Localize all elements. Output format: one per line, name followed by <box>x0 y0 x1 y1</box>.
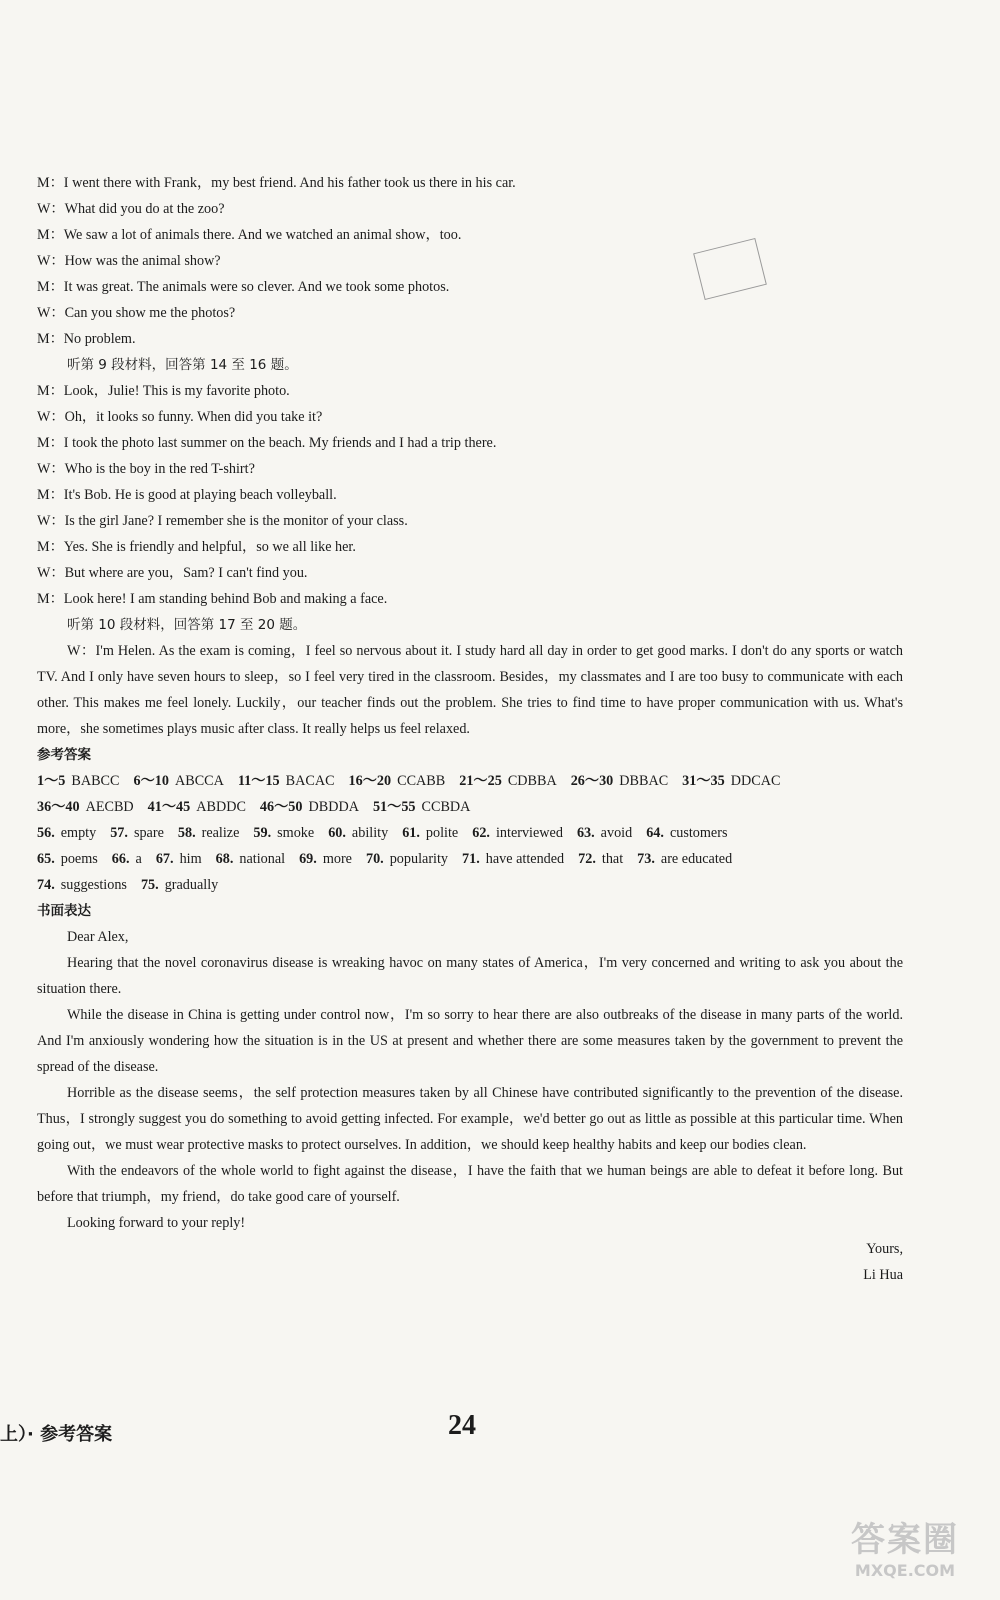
answer-value: CDBBA <box>507 773 557 789</box>
answer-number: 72. <box>578 851 596 867</box>
answer-value: suggestions <box>60 877 127 893</box>
dialog-line: W：Oh，it looks so funny. When did you take it? <box>37 409 323 425</box>
footer-label: 上）· 参考答案 <box>0 1424 113 1445</box>
dialog-line: W：Can you show me the photos? <box>37 305 236 321</box>
answer-value: are educated <box>660 851 733 867</box>
section-heading-9: 听第 9 段材料，回答第 14 至 16 题。 <box>67 357 298 373</box>
mc-answers-row-1 <box>37 768 903 794</box>
answer-value: AECBD <box>85 799 134 815</box>
letter-paragraph: While the disease in China is getting under control now，I'm so sorry to hear there are also outbreaks of the disease in many parts of the world. And I'm anxiously wondering how the situation is in the US at present and whether there are some measures taken by the government to prevent the spread of the disease. <box>37 1007 903 1075</box>
page-number: 24 <box>448 1410 476 1441</box>
dialog-line: M：Yes. She is friendly and helpful，so we all like her. <box>37 539 356 555</box>
fill-answers-row-1 <box>37 820 903 846</box>
document-body <box>37 170 903 1288</box>
answer-number: 59. <box>253 825 272 841</box>
answer-value: smoke <box>277 825 315 841</box>
answer-value: poems <box>60 851 98 867</box>
dialog-line: M：It was great. The animals were so clever. And we took some photos. <box>37 279 450 295</box>
answer-number: 71. <box>462 851 480 867</box>
answer-number: 64. <box>646 825 664 841</box>
letter-closing: Yours, <box>866 1241 903 1257</box>
answer-value: DBDDA <box>308 799 359 815</box>
writing-heading: 书面表达 <box>37 903 91 919</box>
answer-value: realize <box>201 825 240 841</box>
site-watermark <box>820 1512 990 1582</box>
fill-answers-row-2 <box>37 846 903 872</box>
answer-number: 65. <box>37 851 55 867</box>
answer-value: him <box>179 851 202 867</box>
answer-number: 60. <box>328 825 346 841</box>
answer-number: 69. <box>299 851 317 867</box>
answer-number: 66. <box>111 851 130 867</box>
answer-number: 57. <box>110 825 128 841</box>
letter-paragraph: Looking forward to your reply! <box>67 1215 246 1231</box>
monologue-paragraph: W：I'm Helen. As the exam is coming，I feel so nervous about it. I study hard all day in order to get good marks. I don't do any sports or watch TV. And I only have seven hours to sleep，so I feel very tired in the classroom. Besides，my classmates and I are too busy to communicate with each other. This makes me feel lonely. Luckily，our teacher finds out the problem. She tries to find time to have proper communication with us. What's more，she sometimes plays music after class. It really helps us feel relaxed. <box>37 643 903 737</box>
answer-value: ABCCA <box>174 773 224 789</box>
answer-value: DBBAC <box>619 773 669 789</box>
answer-number: 70. <box>365 851 384 867</box>
answer-value: ABDDC <box>196 799 246 815</box>
answer-number: 51～55 <box>372 799 416 815</box>
dialog-2 <box>37 378 903 612</box>
answer-number: 63. <box>576 825 595 841</box>
answer-number: 16～20 <box>348 773 392 789</box>
letter-paragraph: Hearing that the novel coronavirus disease is wreaking havoc on many states of America，I'm very concerned and writing to ask you about the situation there. <box>37 955 903 997</box>
answer-number: 36～40 <box>37 799 80 815</box>
answer-value: interviewed <box>495 825 563 841</box>
answer-value: avoid <box>600 825 633 841</box>
answer-number: 75. <box>140 877 159 893</box>
answer-number: 56. <box>37 825 55 841</box>
answers-heading: 参考答案 <box>37 747 91 763</box>
answer-number: 58. <box>177 825 196 841</box>
answer-value: CCBDA <box>421 799 471 815</box>
answer-number: 11～15 <box>237 773 280 789</box>
fill-answers-row-3 <box>37 872 903 898</box>
answer-value: ability <box>351 825 389 841</box>
answer-value: BABCC <box>71 773 120 789</box>
answer-number: 67. <box>155 851 174 867</box>
dialog-line: M：It's Bob. He is good at playing beach volleyball. <box>37 487 337 503</box>
answer-value: popularity <box>389 851 449 867</box>
dialog-line: M：I took the photo last summer on the beach. My friends and I had a trip there. <box>37 435 497 451</box>
dialog-line: W：How was the animal show? <box>37 253 221 269</box>
answer-number: 21～25 <box>459 773 502 789</box>
answer-value: that <box>601 851 624 867</box>
answer-value: national <box>239 851 286 867</box>
answer-value: empty <box>60 825 97 841</box>
letter-paragraph: Horrible as the disease seems，the self protection measures taken by all Chinese have contributed significantly to the prevention of the disease. Thus，I strongly suggest you do something to avoid getting infected. For example，we'd better go out as little as possible at this particular time. When going out，we must wear protective masks to protect ourselves. In addition，we should keep healthy habits and keep our bodies clean. <box>37 1085 903 1153</box>
answer-number: 74. <box>37 877 55 893</box>
section-heading-10: 听第 10 段材料，回答第 17 至 20 题。 <box>67 617 307 633</box>
dialog-line: M：Look，Julie! This is my favorite photo. <box>37 383 290 399</box>
answer-value: DDCAC <box>730 773 781 789</box>
answer-number: 1～5 <box>37 773 66 789</box>
answer-number: 61. <box>402 825 420 841</box>
dialog-line: W：What did you do at the zoo? <box>37 201 225 217</box>
answer-value: have attended <box>485 851 565 867</box>
dialog-line: W：Is the girl Jane? I remember she is the monitor of your class. <box>37 513 408 529</box>
answer-value: CCABB <box>397 773 446 789</box>
letter-greeting: Dear Alex, <box>67 929 129 945</box>
answer-number: 46～50 <box>259 799 303 815</box>
answer-number: 26～30 <box>570 773 614 789</box>
dialog-line: M：I went there with Frank，my best friend. And his father took us there in his car. <box>37 175 516 191</box>
dialog-1 <box>37 170 903 352</box>
answer-number: 62. <box>472 825 490 841</box>
answer-number: 31～35 <box>682 773 725 789</box>
dialog-line: W：Who is the boy in the red T-shirt? <box>37 461 255 477</box>
answer-value: BACAC <box>285 773 335 789</box>
watermark-url: MXQE.COM <box>854 1561 956 1580</box>
dialog-line: M：Look here! I am standing behind Bob and making a face. <box>37 591 388 607</box>
dialog-line: M：No problem. <box>37 331 136 347</box>
letter-paragraph: With the endeavors of the whole world to fight against the disease，I have the faith that we human beings are able to defeat it before long. But before that triumph，my friend，do take good care of yourself. <box>37 1163 903 1205</box>
dialog-line: M：We saw a lot of animals there. And we watched an animal show，too. <box>37 227 462 243</box>
answer-value: gradually <box>164 877 219 893</box>
answer-value: spare <box>133 825 164 841</box>
answer-value: a <box>135 851 142 867</box>
answer-number: 68. <box>215 851 234 867</box>
letter-signature: Li Hua <box>863 1267 903 1283</box>
answer-number: 6～10 <box>133 773 169 789</box>
answer-value: polite <box>425 825 459 841</box>
dialog-line: W：But where are you，Sam? I can't find you. <box>37 565 308 581</box>
mc-answers-row-2 <box>37 794 903 820</box>
answer-number: 41～45 <box>147 799 191 815</box>
answer-value: customers <box>669 825 728 841</box>
answer-number: 73. <box>637 851 655 867</box>
watermark-logo: 答案圈 <box>851 1520 959 1560</box>
answer-value: more <box>322 851 352 867</box>
